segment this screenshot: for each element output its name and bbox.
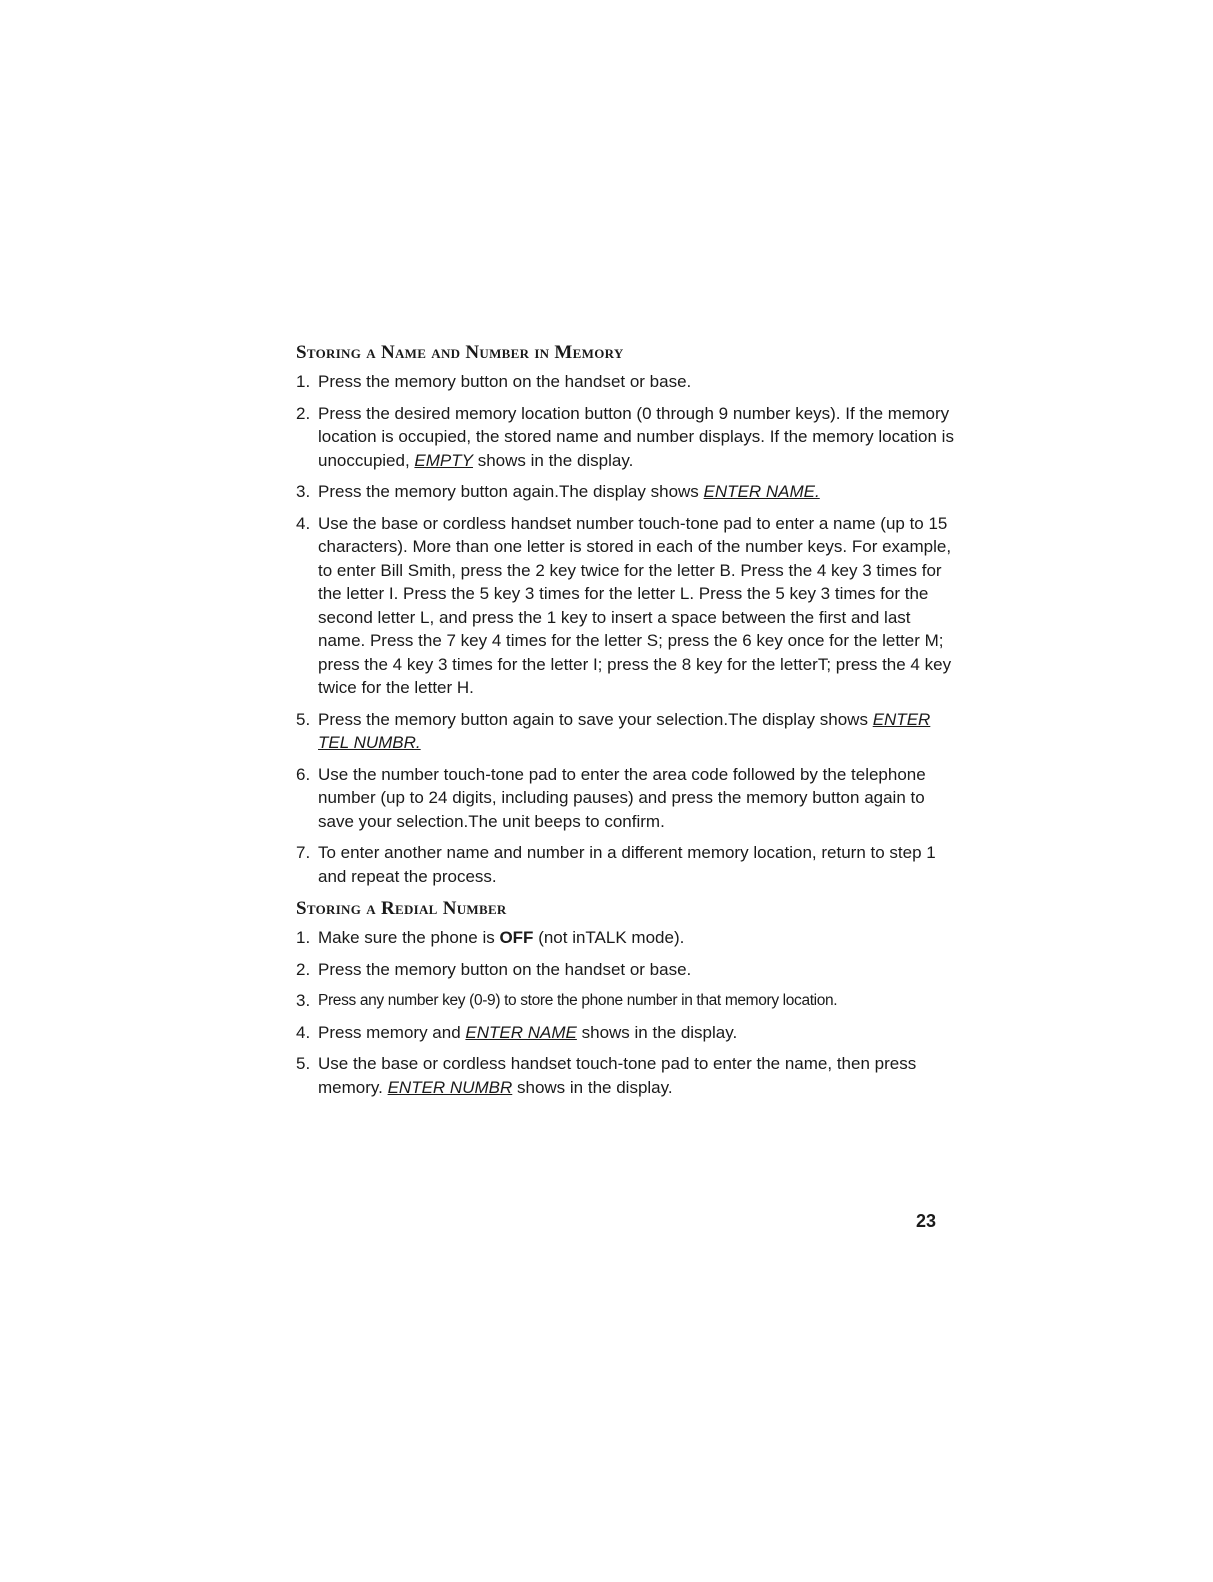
step-text bbox=[318, 480, 956, 504]
step-text-part: Press memory and bbox=[318, 1022, 461, 1042]
list-item bbox=[296, 512, 956, 700]
step-text bbox=[318, 926, 956, 950]
list-item bbox=[296, 958, 956, 982]
step-text: Use the number touch-tone pad to enter the area code followed by the telephone number (up to 24 digits, including pauses) and press the memory button again to save your selection.The unit beeps to confirm. bbox=[318, 764, 926, 831]
step-number: 2. bbox=[296, 959, 311, 979]
list-item bbox=[296, 402, 956, 473]
display-message: ENTER NAME. bbox=[703, 482, 820, 501]
list-item bbox=[296, 370, 956, 394]
display-message: ENTER NAME bbox=[465, 1022, 577, 1042]
display-message: ENTER TEL NUMBR. bbox=[318, 709, 931, 752]
step-number: 2. bbox=[296, 403, 311, 423]
page-number: 23 bbox=[916, 1211, 937, 1231]
list-item bbox=[296, 1052, 956, 1099]
list-item bbox=[296, 926, 956, 950]
step-text-part: shows in the display. bbox=[477, 450, 634, 470]
step-text-part: Make sure the phone is bbox=[318, 928, 495, 947]
step-text-part: Use the base or cordless handset touch-tone pad to enter the name, then press memory. bbox=[318, 1054, 917, 1097]
step-text-part: Press the desired memory location button (0 through 9 number keys). If the memory location is occupied, the stored name and number displays. If the memory location is unoccupied, bbox=[318, 403, 954, 470]
step-number: 3. bbox=[296, 482, 311, 501]
step-text: Press the memory button on the handset or base. bbox=[318, 959, 692, 979]
step-number: 5. bbox=[296, 709, 311, 729]
step-text: Press the memory button on the handset or base. bbox=[318, 372, 692, 391]
step-text: Use the base or cordless handset number touch-tone pad to enter a name (up to 15 characters). More than one letter is stored in each of the number keys. For example, to enter Bill Smith, press the 2 key twice for the letter B. Press the 4 key 3 times for the letter I. Press the 5 key 3 times for the letter L. Press the 5 key 3 times for the second letter L, and press the 1 key to insert a space between the first and last name. Press the 7 key 4 times for the letter S; press the 6 key once for the letter M; press the 4 key 3 times for the letter I; press the 8 key for the letterT; press the 4 key twice for the letter H. bbox=[318, 513, 952, 697]
step-number: 4. bbox=[296, 1022, 311, 1042]
display-message: ENTER NUMBR bbox=[387, 1077, 513, 1097]
step-text bbox=[318, 1052, 956, 1099]
step-text-part: Press the memory button again.The display shows bbox=[318, 482, 699, 501]
step-number: 5. bbox=[296, 1054, 311, 1073]
step-text bbox=[318, 708, 956, 755]
display-message: EMPTY bbox=[414, 450, 473, 470]
step-number: 6. bbox=[296, 764, 311, 784]
step-number: 1. bbox=[296, 372, 311, 391]
step-text: To enter another name and number in a different memory location, return to step 1 and repeat the process. bbox=[318, 843, 936, 886]
step-text-part: shows in the display. bbox=[581, 1022, 738, 1042]
steps-list-storing-name-number bbox=[296, 370, 956, 888]
step-text bbox=[318, 1021, 956, 1045]
list-item bbox=[296, 480, 956, 504]
step-number: 7. bbox=[296, 843, 311, 862]
step-number: 4. bbox=[296, 513, 311, 533]
step-text-part: Press the memory button again to save your selection.The display shows bbox=[318, 709, 868, 729]
step-number: 1. bbox=[296, 928, 311, 947]
section-title-storing-redial-number: Storing a Redial Number bbox=[296, 898, 507, 919]
step-text bbox=[318, 402, 956, 473]
list-item bbox=[296, 989, 956, 1013]
list-item bbox=[296, 841, 956, 888]
step-number: 3. bbox=[296, 991, 311, 1010]
step-text: Press any number key (0-9) to store the phone number in that memory location. bbox=[318, 992, 838, 1009]
manual-page-content bbox=[296, 340, 956, 1107]
steps-list-storing-redial-number bbox=[296, 926, 956, 1099]
step-text-part: (not inTALK mode). bbox=[538, 928, 685, 947]
section-title-storing-name-number: Storing a Name and Number in Memory bbox=[296, 342, 624, 363]
step-text-part: shows in the display. bbox=[517, 1077, 673, 1097]
list-item bbox=[296, 1021, 956, 1045]
list-item bbox=[296, 708, 956, 755]
off-state-label: OFF bbox=[499, 928, 534, 947]
list-item bbox=[296, 763, 956, 834]
